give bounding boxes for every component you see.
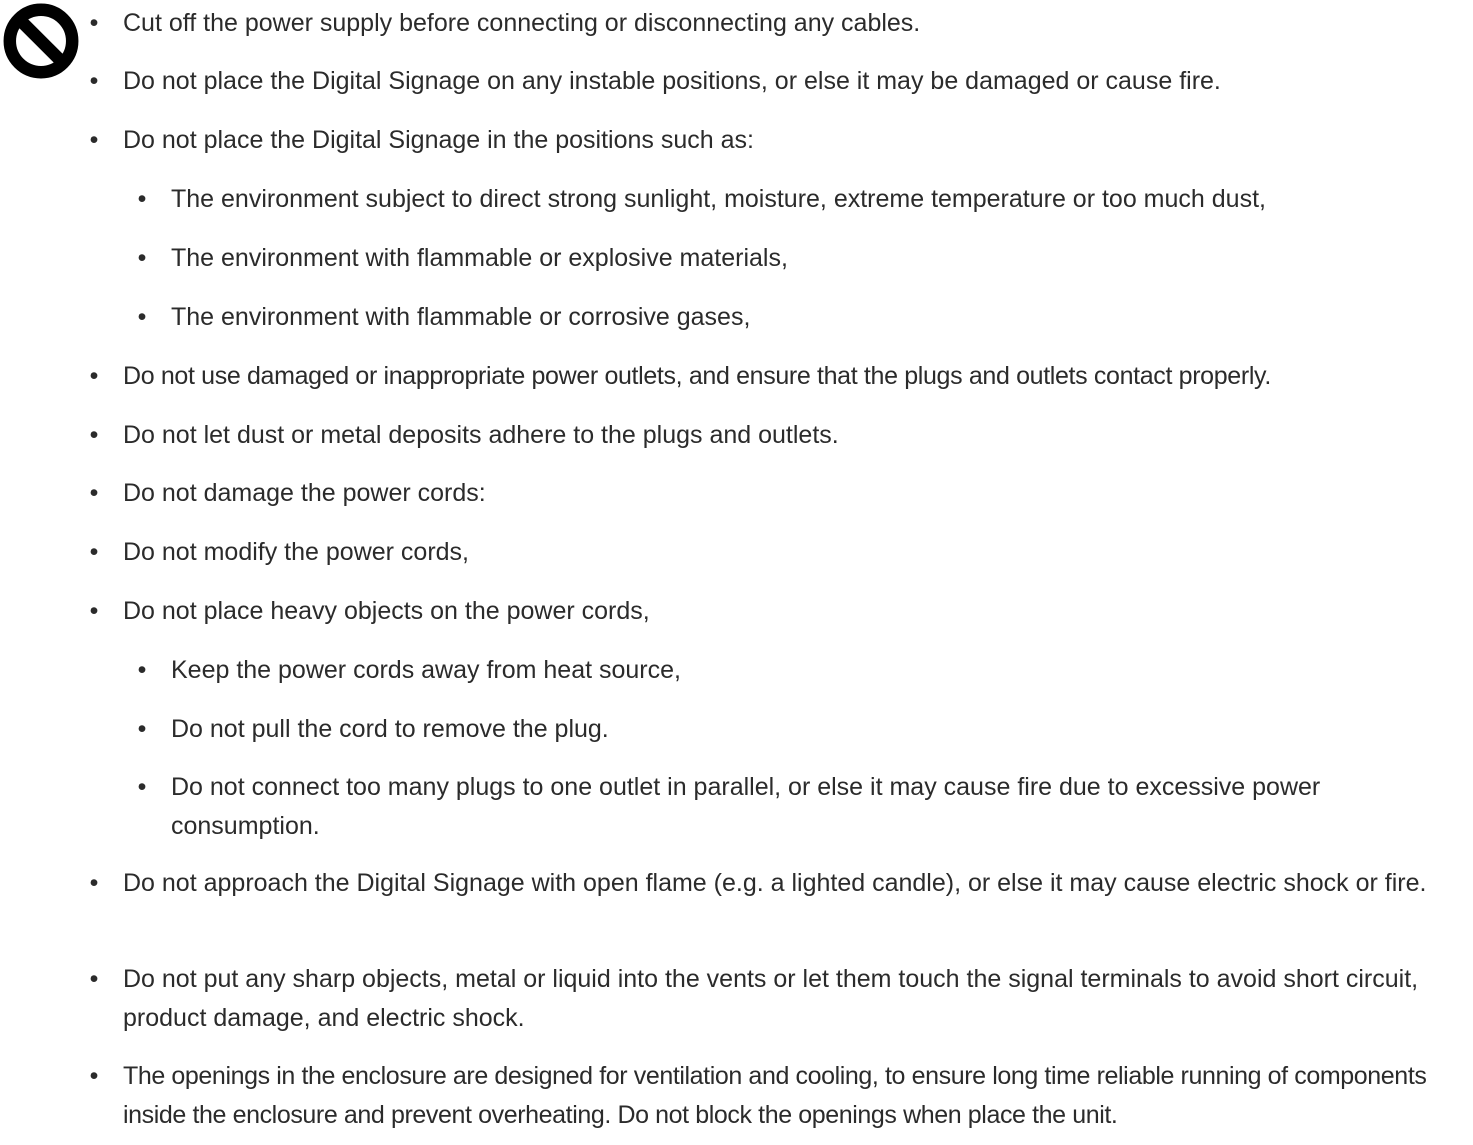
item-text: Do not place the Digital Signage in the positions such as: [123,126,754,154]
bullet-icon: • [89,421,99,449]
item-text: Do not let dust or metal deposits adhere to the plugs and outlets. [123,421,839,449]
bullet-icon: • [137,656,147,684]
item-text: Do not place the Digital Signage on any instable positions, or else it may be damaged or cause fire. [123,67,1221,95]
bullet-icon: • [89,67,99,95]
item-text: Do not put any sharp objects, metal or liquid into the vents or let them touch the signal terminals to avoid short circuit, product damage, and electric shock. [123,965,1419,1032]
item-text: Do not pull the cord to remove the plug. [171,715,609,743]
bullet-icon: • [89,538,99,566]
item-text: The environment with flammable or explosive materials, [171,244,788,272]
bullet-icon: • [137,303,147,331]
item-text: The environment with flammable or corrosive gases, [171,303,751,331]
item-text: Do not use damaged or inappropriate power outlets, and ensure that the plugs and outlets contact properly. [123,362,1271,390]
bullet-icon: • [137,185,147,213]
bullet-icon: • [89,479,99,507]
item-text: Do not connect too many plugs to one outlet in parallel, or else it may cause fire due to excessive power consumption. [171,773,1321,840]
item-text: Do not place heavy objects on the power cords, [123,597,650,625]
bullet-icon: • [137,244,147,272]
bullet-icon: • [89,362,99,390]
bullet-icon: • [89,597,99,625]
item-text: Do not approach the Digital Signage with open flame (e.g. a lighted candle), or else it may cause electric shock or fire. [123,869,1427,897]
item-text: The openings in the enclosure are designed for ventilation and cooling, to ensure long time reliable running of components inside the enclosure and prevent overheating. Do not block the openings when place the unit. [123,1062,1427,1129]
bullet-icon: • [137,773,147,801]
bullet-icon: • [137,715,147,743]
bullet-icon: • [89,1062,99,1090]
item-text: Do not modify the power cords, [123,538,469,566]
prohibition-icon [2,2,80,80]
bullet-icon: • [89,9,99,37]
bullet-icon: • [89,965,99,993]
item-text: Keep the power cords away from heat source, [171,656,681,684]
item-text: Cut off the power supply before connecting or disconnecting any cables. [123,9,921,37]
bullet-icon: • [89,126,99,154]
item-text: Do not damage the power cords: [123,479,486,507]
item-text: The environment subject to direct strong sunlight, moisture, extreme temperature or too much dust, [171,185,1266,213]
bullet-icon: • [89,869,99,897]
